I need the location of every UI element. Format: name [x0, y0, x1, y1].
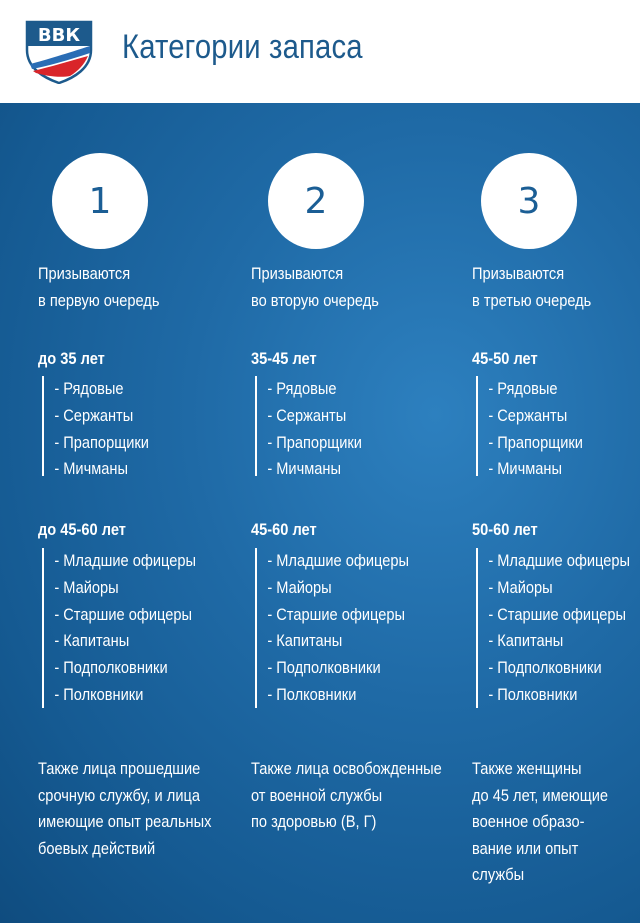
list-item: - Рядовые — [267, 379, 337, 398]
age-range-soldiers: до 35 лет — [38, 349, 105, 368]
header — [0, 0, 640, 103]
list-item: - Старшие офицеры — [267, 604, 406, 624]
list-item: - Подполковники — [488, 658, 602, 678]
call-order-text: Призываются в первую очередь — [38, 264, 160, 310]
rank-list-officers — [476, 548, 640, 708]
list-item: - Полковники — [267, 684, 357, 704]
rank-list-soldiers — [42, 376, 242, 479]
infographic-body — [0, 103, 640, 923]
list-item: - Рядовые — [488, 379, 558, 398]
age-range-soldiers: 35-45 лет — [251, 349, 317, 368]
rank-list-soldiers — [255, 376, 455, 479]
list-item: - Старшие офицеры — [488, 604, 627, 624]
category-column-2 — [251, 103, 461, 923]
list-item: - Подполковники — [267, 658, 381, 678]
category-number-badge: 1 — [52, 153, 148, 249]
list-item: - Мичманы — [54, 459, 128, 479]
rank-list-officers — [42, 548, 242, 708]
logo-text: ВВК — [37, 25, 81, 46]
category-column-3 — [472, 103, 640, 923]
call-order-text: Призываются во вторую очередь — [251, 264, 379, 310]
list-item: - Прапорщики — [267, 432, 362, 452]
list-item: - Полковники — [488, 684, 578, 704]
list-item: - Полковники — [54, 684, 144, 704]
age-range-officers: 50-60 лет — [472, 520, 538, 539]
rank-list-officers — [255, 548, 455, 708]
list-item: - Подполковники — [54, 658, 168, 678]
note-text: Также женщины до 45 лет, имеющие военное образо- вание или опыт службы — [472, 759, 609, 884]
category-column-1 — [38, 103, 248, 923]
age-range-officers: 45-60 лет — [251, 520, 317, 539]
age-range-officers: до 45-60 лет — [38, 520, 126, 539]
call-order-text: Призываются в третью очередь — [472, 264, 592, 310]
page-title: Категории запаса — [122, 28, 363, 66]
list-item: - Мичманы — [488, 459, 562, 479]
rank-list-soldiers — [476, 376, 640, 479]
vvk-logo — [24, 20, 94, 84]
list-item: - Майоры — [488, 577, 553, 597]
list-item: - Рядовые — [54, 379, 124, 398]
list-item: - Сержанты — [488, 405, 568, 425]
list-item: - Младшие офицеры — [488, 551, 631, 570]
list-item: - Прапорщики — [54, 432, 149, 452]
list-item: - Прапорщики — [488, 432, 583, 452]
list-item: - Капитаны — [267, 631, 343, 651]
list-item: - Сержанты — [54, 405, 134, 425]
category-number-badge: 3 — [481, 153, 577, 249]
note-text: Также лица прошедшие срочную службу, и лица имеющие опыт реальных боевых действий — [38, 759, 212, 858]
note-text: Также лица освобожденные от военной службы по здоровью (В, Г) — [251, 759, 442, 831]
list-item: - Капитаны — [54, 631, 130, 651]
age-range-soldiers: 45-50 лет — [472, 349, 538, 368]
list-item: - Мичманы — [267, 459, 341, 479]
category-number-badge: 2 — [268, 153, 364, 249]
list-item: - Майоры — [54, 577, 119, 597]
list-item: - Майоры — [267, 577, 332, 597]
list-item: - Младшие офицеры — [267, 551, 410, 570]
list-item: - Младшие офицеры — [54, 551, 197, 570]
list-item: - Капитаны — [488, 631, 564, 651]
list-item: - Старшие офицеры — [54, 604, 193, 624]
list-item: - Сержанты — [267, 405, 347, 425]
